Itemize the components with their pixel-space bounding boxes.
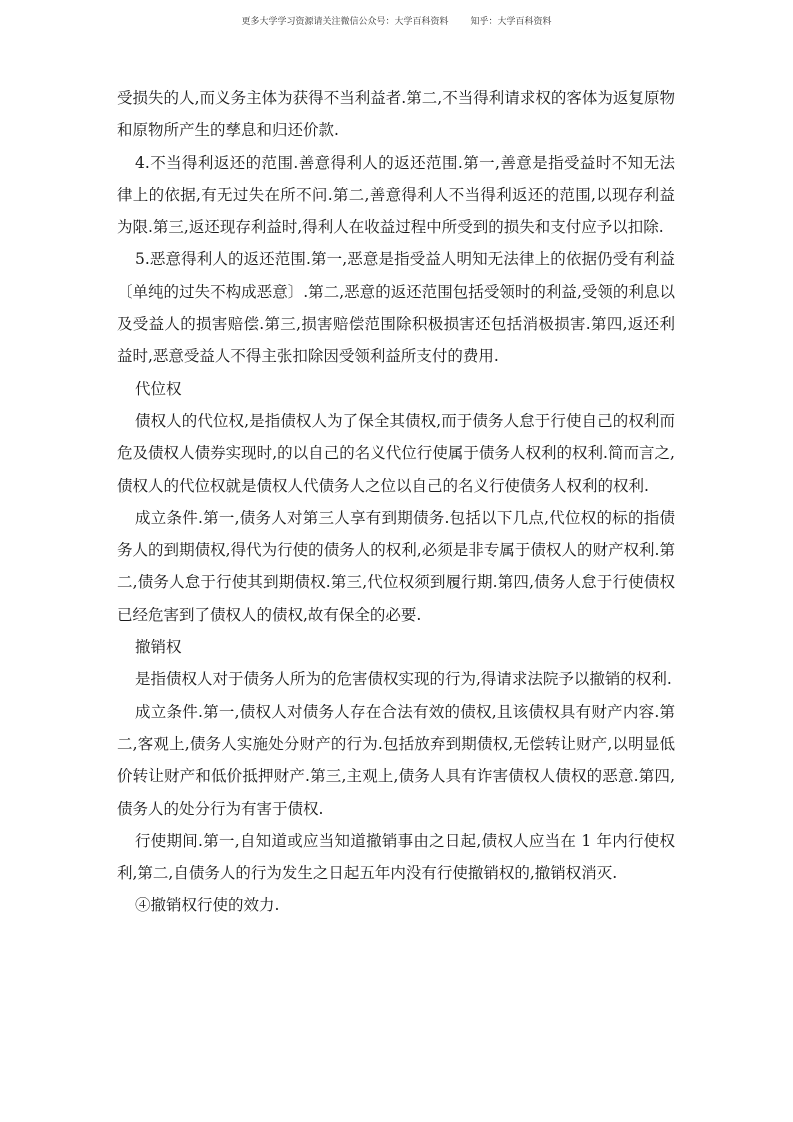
paragraph-revocation-definition: 是指债权人对于债务人所为的危害债权实现的行为,得请求法院予以撤销的权利. [135,670,672,689]
document-body [117,82,675,922]
paragraph-revocation-effect: ④撤销权行使的效力. [135,896,280,915]
paragraph-subrogation-conditions: 成立条件.第一,债务人对第三人享有到期债务.包括以下几点,代位权的标的指债务人的到期债权,得代为行使的债务人的权利,必须是非专属于债权人的财产权利.第二,债务人怠于行使其到期债权.第三,代位权须到履行期.第四,债务人怠于行使债权已经危害到了债权人的债权,故有保全的必要. [117,508,675,624]
header-wechat-note: 更多大学学习资源请关注微信公众号：大学百科资料 [241,17,449,27]
section-heading-revocation: 撤销权 [135,638,182,657]
paragraph-exercise-period: 行使期间.第一,自知道或应当知道撤销事由之日起,债权人应当在 1 年内行使权利,第二,自债务人的行为发生之日起五年内没有行使撤销权的,撤销权消灭. [117,831,675,883]
page-header [0,14,793,27]
paragraph-bad-faith-scope: 5.恶意得利人的返还范围.第一,恶意是指受益人明知无法律上的依据仍受有利益〔单纯的过失不构成恶意〕.第二,恶意的返还范围包括受领时的利益,受领的利息以及受益人的损害赔偿.第三,损害赔偿范围除积极损害还包括消极损害.第四,返还利益时,恶意受益人不得主张扣除因受领利益所支付的费用. [117,250,675,366]
paragraph-continuation: 受损失的人,而义务主体为获得不当利益者.第二,不当得利请求权的客体为返复原物和原物所产生的孳息和归还价款. [117,89,675,140]
paragraph-subrogation-definition: 债权人的代位权,是指债权人为了保全其债权,而于债务人怠于行使自己的权利而危及债权人债券实现时,的以自己的名义代位行使属于债务人权利的权利.简而言之,债权人的代位权就是债权人代债务人之位以自己的名义行使债务人权利的权利. [117,411,675,495]
paragraph-good-faith-scope: 4.不当得利返还的范围.善意得利人的返还范围.第一,善意是指受益时不知无法律上的依据,有无过失在所不问.第二,善意得利人不当得利返还的范围,以现存利益为限.第三,返还现存利益时,得利人在收益过程中所受到的损失和支付应予以扣除. [117,153,675,237]
section-heading-subrogation: 代位权 [135,379,182,398]
paragraph-revocation-conditions: 成立条件.第一,债权人对债务人存在合法有效的债权,且该债权具有财产内容.第二,客观上,债务人实施处分财产的行为.包括放弃到期债权,无偿转让财产,以明显低价转让财产和低价抵押财产.第三,主观上,债务人具有诈害债权人债权的恶意.第四,债务人的处分行为有害于债权. [117,702,675,818]
header-zhihu-note: 知乎：大学百科资料 [470,17,552,27]
